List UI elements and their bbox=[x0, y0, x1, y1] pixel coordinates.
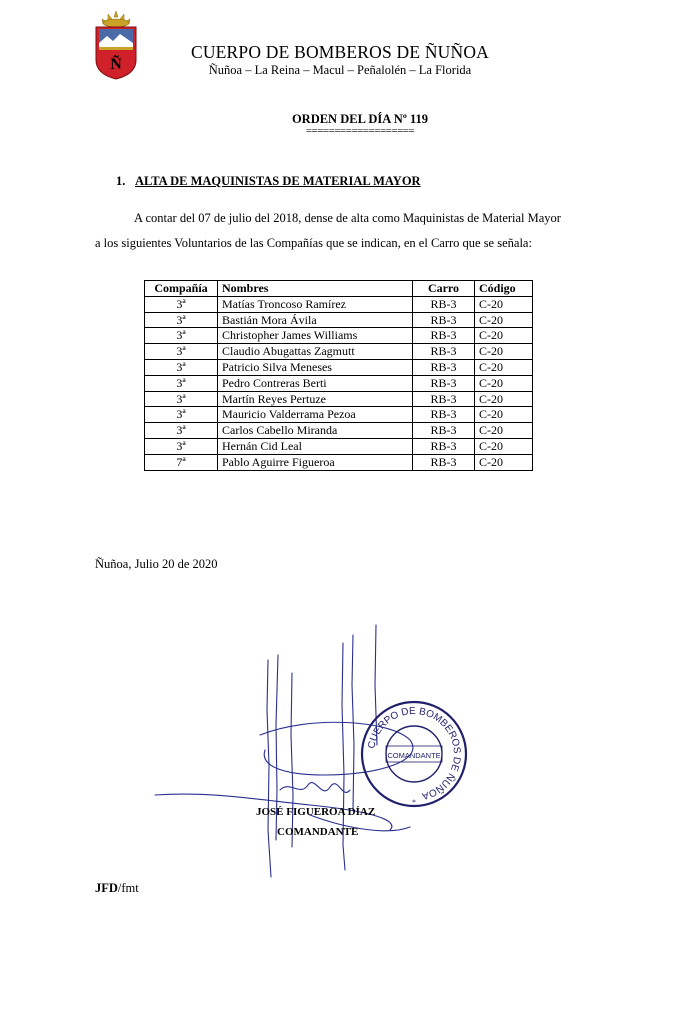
initials-author: JFD bbox=[95, 881, 118, 895]
order-title: ORDEN DEL DÍA Nº 119 bbox=[291, 112, 429, 126]
volunteers-table bbox=[144, 280, 533, 471]
company-cell: 3ª bbox=[145, 312, 218, 328]
table-header-row bbox=[145, 281, 533, 297]
table-row bbox=[145, 454, 533, 470]
svg-text:*: * bbox=[412, 798, 416, 807]
column-header: Carro bbox=[413, 281, 475, 297]
code-cell: C-20 bbox=[475, 407, 533, 423]
vehicle-cell: RB-3 bbox=[413, 407, 475, 423]
company-cell: 3ª bbox=[145, 438, 218, 454]
name-cell: Pedro Contreras Berti bbox=[218, 375, 413, 391]
company-cell: 7ª bbox=[145, 454, 218, 470]
vehicle-cell: RB-3 bbox=[413, 328, 475, 344]
signer-name: JOSÉ FIGUEROA DÍAZ bbox=[256, 806, 376, 818]
table-row bbox=[145, 391, 533, 407]
vehicle-cell: RB-3 bbox=[413, 391, 475, 407]
code-cell: C-20 bbox=[475, 454, 533, 470]
name-cell: Claudio Abugattas Zagmutt bbox=[218, 344, 413, 360]
column-header: Compañía bbox=[145, 281, 218, 297]
code-cell: C-20 bbox=[475, 344, 533, 360]
table-row bbox=[145, 344, 533, 360]
reference-initials bbox=[95, 881, 139, 896]
table-row bbox=[145, 312, 533, 328]
vehicle-cell: RB-3 bbox=[413, 344, 475, 360]
name-cell: Mauricio Valderrama Pezoa bbox=[218, 407, 413, 423]
body-paragraph-line-1: A contar del 07 de julio del 2018, dense de alta como Maquinistas de Material Mayor bbox=[134, 211, 561, 225]
column-header: Nombres bbox=[218, 281, 413, 297]
company-cell: 3ª bbox=[145, 391, 218, 407]
code-cell: C-20 bbox=[475, 375, 533, 391]
organization-communes: Ñuñoa – La Reina – Macul – Peñalolén – La Florida bbox=[208, 63, 472, 77]
section-number: 1. bbox=[116, 174, 126, 188]
company-cell: 3ª bbox=[145, 407, 218, 423]
title-rule: =================== bbox=[305, 125, 415, 137]
company-cell: 3ª bbox=[145, 375, 218, 391]
svg-text:Ñ: Ñ bbox=[110, 56, 122, 73]
company-cell: 3ª bbox=[145, 296, 218, 312]
signature-and-stamp bbox=[150, 615, 490, 890]
name-cell: Martín Reyes Pertuze bbox=[218, 391, 413, 407]
company-cell: 3ª bbox=[145, 359, 218, 375]
vehicle-cell: RB-3 bbox=[413, 454, 475, 470]
place-and-date: Ñuñoa, Julio 20 de 2020 bbox=[95, 557, 218, 571]
table-row bbox=[145, 423, 533, 439]
svg-text:CUERPO DE BOMBEROS DE ÑUÑOA: CUERPO DE BOMBEROS DE ÑUÑOA bbox=[366, 705, 463, 802]
table-row bbox=[145, 407, 533, 423]
table-row bbox=[145, 375, 533, 391]
handwritten-signature bbox=[155, 625, 413, 877]
code-cell: C-20 bbox=[475, 328, 533, 344]
company-cell: 3ª bbox=[145, 328, 218, 344]
name-cell: Carlos Cabello Miranda bbox=[218, 423, 413, 439]
name-cell: Matías Troncoso Ramírez bbox=[218, 296, 413, 312]
name-cell: Patricio Silva Meneses bbox=[218, 359, 413, 375]
vehicle-cell: RB-3 bbox=[413, 438, 475, 454]
code-cell: C-20 bbox=[475, 391, 533, 407]
vehicle-cell: RB-3 bbox=[413, 312, 475, 328]
name-cell: Bastián Mora Ávila bbox=[218, 312, 413, 328]
section-title: ALTA DE MAQUINISTAS DE MATERIAL MAYOR bbox=[135, 174, 421, 188]
company-cell: 3ª bbox=[145, 344, 218, 360]
official-seal-stamp bbox=[362, 702, 466, 807]
table-row bbox=[145, 359, 533, 375]
code-cell: C-20 bbox=[475, 312, 533, 328]
name-cell: Christopher James Williams bbox=[218, 328, 413, 344]
table-row bbox=[145, 438, 533, 454]
vehicle-cell: RB-3 bbox=[413, 375, 475, 391]
svg-text:COMANDANTE: COMANDANTE bbox=[387, 751, 441, 760]
code-cell: C-20 bbox=[475, 423, 533, 439]
organization-name: CUERPO DE BOMBEROS DE ÑUÑOA bbox=[190, 42, 490, 62]
column-header: Código bbox=[475, 281, 533, 297]
table-row bbox=[145, 296, 533, 312]
initials-typist: /fmt bbox=[117, 881, 139, 895]
code-cell: C-20 bbox=[475, 438, 533, 454]
vehicle-cell: RB-3 bbox=[413, 296, 475, 312]
name-cell: Hernán Cid Leal bbox=[218, 438, 413, 454]
vehicle-cell: RB-3 bbox=[413, 359, 475, 375]
company-cell: 3ª bbox=[145, 423, 218, 439]
signer-title: COMANDANTE bbox=[277, 826, 359, 838]
name-cell: Pablo Aguirre Figueroa bbox=[218, 454, 413, 470]
vehicle-cell: RB-3 bbox=[413, 423, 475, 439]
table-row bbox=[145, 328, 533, 344]
code-cell: C-20 bbox=[475, 296, 533, 312]
code-cell: C-20 bbox=[475, 359, 533, 375]
body-paragraph-line-2: a los siguientes Voluntarios de las Compañías que se indican, en el Carro que se señala: bbox=[95, 236, 532, 250]
